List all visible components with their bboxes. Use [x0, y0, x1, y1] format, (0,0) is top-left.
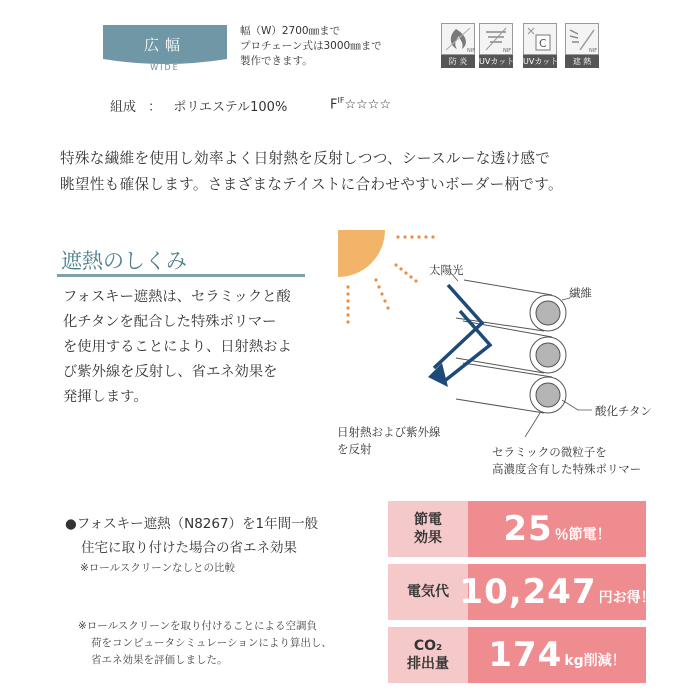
effect-label — [388, 627, 468, 683]
heat-shield-icon — [565, 23, 599, 69]
composition-separator: ： — [148, 100, 162, 115]
energy-heading-line: ●フォスキー遮熱（N8267）を1年間一般 — [65, 516, 319, 532]
energy-effect-heading — [65, 512, 318, 560]
wide-note-line: 幅（W）2700㎜まで — [240, 25, 341, 37]
effect-unit: 円お得！ — [598, 590, 655, 606]
simulation-note — [78, 618, 332, 669]
simulation-note-line: 荷をコンピュータシミュレーションにより算出し、 — [91, 637, 332, 649]
mechanism-body-line: 発揮します。 — [63, 389, 148, 405]
composition — [110, 96, 287, 115]
badge-subtitle: WIDE — [150, 63, 180, 72]
titanium-oxide-label: 酸化チタン — [595, 404, 652, 418]
ceramic-label-line: セラミックの微粒子を — [492, 445, 607, 459]
reflect-label — [337, 424, 441, 458]
mechanism-body-line: フォスキー遮熱は、セラミックと酸 — [63, 289, 291, 305]
composition-value: ポリエステル100% — [173, 100, 288, 115]
uv-cut-icon — [479, 23, 513, 69]
product-description — [60, 146, 680, 198]
simulation-note-line: 省エネ効果を評価しました。 — [91, 654, 228, 666]
effect-card-electricity-cost — [388, 564, 655, 620]
feature-label: 遮 熱 — [565, 55, 599, 68]
wide-size-note — [240, 24, 440, 69]
wide-note-line: プロチェーン式は3000㎜まで — [240, 40, 382, 52]
reflect-label-line: を反射 — [337, 442, 372, 456]
feature-mark: NIF — [467, 48, 476, 54]
simulation-note-line: ※ロールスクリーンを取り付けることによる空調負 — [78, 620, 318, 632]
feature-mark: NIF — [589, 48, 598, 54]
mechanism-body-line: 化チタンを配合した特殊ポリマー — [63, 314, 277, 330]
mechanism-body — [63, 285, 328, 410]
effect-number: 25 — [503, 509, 553, 549]
wide-note-line: 製作できます。 — [240, 55, 313, 67]
composition-label: 組成 — [110, 100, 137, 115]
effect-label-line: 排出量 — [407, 656, 449, 672]
effect-label — [388, 501, 468, 557]
energy-heading-line: 住宅に取り付けた場合の省エネ効果 — [81, 540, 297, 556]
mechanism-body-line: び紫外線を反射し、省エネ効果を — [63, 364, 278, 380]
effect-value — [459, 564, 655, 620]
wide-badge — [103, 25, 227, 70]
effect-number: 10,247 — [459, 572, 597, 612]
mechanism-body-line: を使用することにより、日射熱およ — [63, 339, 292, 355]
description-line: 特殊な繊維を使用し効率よく日射熱を反射しつつ、シースルーな透け感で — [60, 150, 551, 167]
sunlight-label: 太陽光 — [429, 263, 464, 277]
title-underline — [57, 274, 305, 277]
sun-icon — [338, 230, 385, 277]
fiber-label: 繊維 — [569, 286, 592, 300]
effect-value — [468, 627, 646, 683]
comparison-note: ※ロールスクリーンなしとの比較 — [80, 562, 236, 574]
f-stars: ☆☆☆☆ — [344, 97, 392, 113]
formaldehyde-rating — [330, 96, 391, 112]
badge-title: 広幅 — [143, 36, 186, 54]
fiber-cylinders — [456, 280, 566, 413]
effect-label-line: 節電 — [414, 512, 442, 528]
effect-unit: ％節電！ — [554, 527, 611, 543]
flame-retardant-icon — [441, 23, 475, 69]
mechanism-title: 遮熱のしくみ — [61, 249, 187, 273]
feature-mark: C — [539, 37, 547, 50]
effect-label — [388, 564, 468, 620]
effect-label-line: 電気代 — [407, 584, 449, 600]
effect-unit: kg削減！ — [564, 653, 626, 669]
heat-reflection-diagram — [330, 225, 700, 480]
effect-label-line: CO₂ — [413, 638, 443, 654]
effect-number: 174 — [488, 635, 563, 675]
feature-mark: NIF — [503, 48, 512, 54]
reflect-label-line: 日射熱および紫外線 — [337, 425, 441, 439]
feature-label: UVカット — [523, 57, 559, 66]
effect-card-power-saving — [388, 501, 646, 557]
f-sup: IF — [337, 96, 345, 105]
effect-label-line: 効果 — [414, 530, 442, 546]
description-line: 眺望性も確保します。さまざまなテイストに合わせやすいボーダー柄です。 — [60, 176, 563, 193]
feature-label: 防 炎 — [441, 55, 475, 68]
effect-card-co2 — [388, 627, 646, 683]
ceramic-label — [492, 444, 641, 478]
f-mark: F — [330, 97, 338, 113]
feature-label: UVカット — [479, 57, 515, 66]
ceramic-label-line: 高濃度含有した特殊ポリマー — [492, 462, 642, 476]
uv-cut-c-icon — [523, 23, 557, 69]
effect-value — [468, 501, 646, 557]
